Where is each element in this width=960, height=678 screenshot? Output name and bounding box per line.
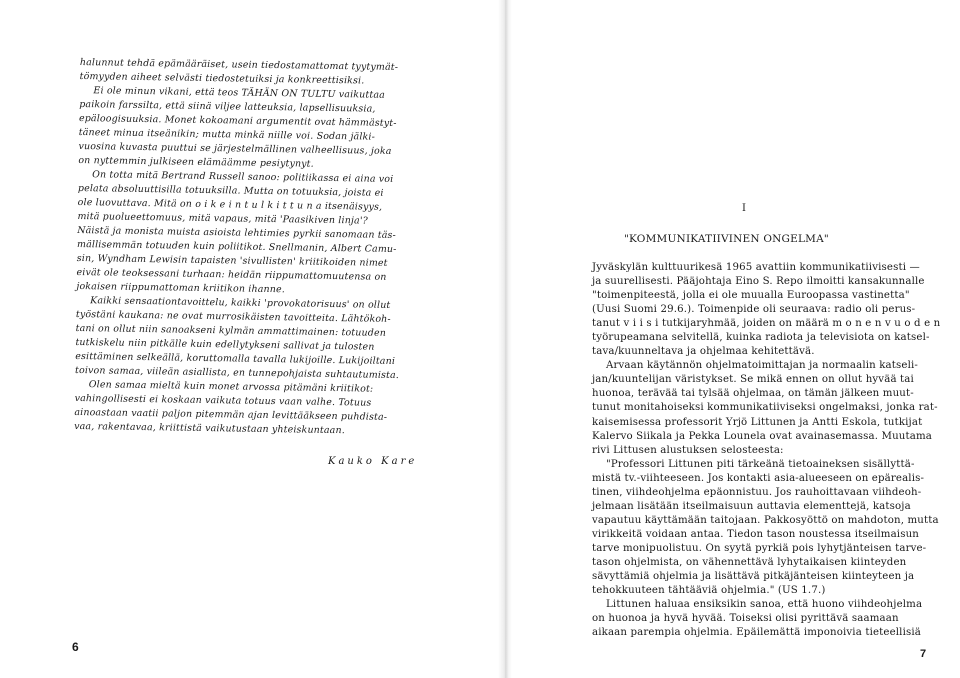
right-page xyxy=(512,0,960,678)
text-line: toivon samaa, viileän asiallista, en tunnepohjaista suhtautumista. xyxy=(74,364,400,382)
text-line: täneet minua itseänikin; mutta minkä niille voi. Sodan jälki- xyxy=(78,126,376,143)
text-line: tutkiskelu niin pitkälle kuin edellytykseni sallivat ja tulosten xyxy=(75,336,375,353)
text-line: tömyyden aiheet selvästi tiedostetuiksi ja konkreettisiksi. xyxy=(79,70,365,87)
text-line: Olen samaa mieltä kuin monet arvossa pitämäni kriitikot: xyxy=(88,379,374,395)
text-line: rivi Littusen alustuksen selosteesta: xyxy=(592,444,784,456)
text-line: Littunen haluaa ensiksikin sanoa, että huono viihdeohjelma xyxy=(606,599,923,611)
text-line: mällisemmän totuuden kuin poliitikot. Snellmanin, Albert Camu- xyxy=(76,238,397,255)
text-line: aikaan parempia ohjelmia. Epäilemättä imponoivia tieteellisiä xyxy=(592,627,921,639)
text-line: jan/kuuntelijan väristykset. Se mikä ennen on ollut hyvää tai xyxy=(592,374,914,386)
text-line: "Professori Littunen piti tärkeänä tietoaineksen sisällyttä- xyxy=(606,458,915,470)
chapter-title: "KOMMUNIKATIIVINEN ONGELMA" xyxy=(624,233,829,245)
text-line: sävyttämiä ohjelmia ja lisättävä pitkäjänteisen kiinteyteen ja xyxy=(592,571,915,583)
text-line: ainoastaan vaatii paljon pitemmän ajan levittääkseen puhdista- xyxy=(74,406,388,423)
text-line: tani on ollut niin sanoakseni kylmän ammattimainen: totuuden xyxy=(75,322,387,339)
text-line: Jyväskylän kulttuurikesä 1965 avattiin kommunikatiivisesti — xyxy=(592,262,920,273)
text-line: työrupeamana selvitellä, kuinka radiota ja televisiota on katsel- xyxy=(592,332,930,344)
text-line: on nyttemmin julkiseen elämäämme pesiytynyt. xyxy=(78,154,314,170)
text-line: huonoa, terävää tai tylsää ohjelmaa, on tämän jälkeen muut- xyxy=(592,388,914,400)
text-line: Arvaan käytännön ohjelmatoimittajan ja normaalin katseli- xyxy=(606,360,918,372)
right-page-text xyxy=(592,261,952,640)
text-line: "toimenpiteestä, jolla ei ole muualla Euroopassa vastinetta" xyxy=(592,290,910,302)
text-line: jelmaan lisätään itseilmaisuun auttavia elementtejä, katsoja xyxy=(592,500,911,512)
text-line: (Uusi Suomi 29.6.). Toimenpide oli seuraava: radio oli perus- xyxy=(592,304,916,316)
text-line: mistä tv.-viihteeseen. Jos kontakti asia-alueeseen on epärealis- xyxy=(592,472,925,484)
text-line: mitä puolueettomuus, mitä vapaus, mitä 'Paasikiven linja'? xyxy=(77,210,368,227)
text-line: vahingollisesti ei koskaan vaikuta totuus vaan valhe. Totuus xyxy=(74,392,372,409)
text-line: vaa, rakentavaa, kriittistä vaikutustaan yhteiskuntaan. xyxy=(74,420,346,437)
text-line: tunut monitahoiseksi kommunikatiiviseksi ongelmaksi, jonka rat- xyxy=(592,402,938,414)
text-line: tanut v i i s i tutkijaryhmää, joiden on määrä m o n e n v u o d e n xyxy=(592,318,941,330)
text-line: virikkeitä voidaan antaa. Tiedon tason noustessa itseilmaisun xyxy=(592,528,920,540)
chapter-number: I xyxy=(742,203,746,214)
text-line: työstäni kaukana: ne ovat murrosikäisten tavoitteita. Lähtökoh- xyxy=(75,308,391,325)
text-line: On totta mitä Bertrand Russell sanoo: politiikassa ei aina voi xyxy=(92,169,394,185)
page-number: 7 xyxy=(920,648,927,660)
text-line: tason ohjelmista, on vähennettävä lyhytaikaisen kiinteyden xyxy=(592,556,907,568)
left-page-text xyxy=(74,56,452,440)
text-line: epäloogisuuksia. Monet kokoamani argumentit ovat hämmästyt- xyxy=(78,112,397,129)
text-line: Kalervo Siikala ja Pekka Lounela ovat avainasemassa. Muutama xyxy=(592,430,932,442)
text-line: eivät ole teoksessani turhaan: heidän riippumattomuutensa on xyxy=(76,266,387,283)
text-line: pelata absoluuttisilla totuuksilla. Mutta on totuuksia, joista ei xyxy=(77,182,384,199)
text-line: jokaisen riippumattoman kriitikon ihanne. xyxy=(76,280,286,296)
text-line: tava/kuunneltava ja ohjelmaa kehitettävä. xyxy=(592,346,815,358)
text-line: tarve monipuolistuu. On syytä pyrkiä pois lyhytjänteisen tarve- xyxy=(592,542,927,554)
text-line: Näistä ja monista muista asioista lehtimies pyrkii sanomaan täs- xyxy=(77,224,397,241)
text-line: tehokkuuteen tähtääviä ohjelmia." (US 1.7.) xyxy=(592,585,826,597)
text-line: ja suurellisesti. Pääjohtaja Eino S. Repo ilmoitti kansakunnalle xyxy=(592,276,925,288)
text-line: Kaikki sensaationtavoittelu, kaikki 'provokatorisuus' on ollut xyxy=(90,295,391,311)
text-line: ole luovuttava. Mitä on o i k e i n t u l k i t t u n a itsenäisyys, xyxy=(77,196,383,213)
author-signature: Kauko Kare xyxy=(328,456,418,467)
page-number: 6 xyxy=(72,640,79,654)
text-line: on huonoa ja hyvä hyvää. Toiseksi olisi pyrittävä saamaan xyxy=(592,613,899,625)
text-line: tinen, viihdeohjelma epäonnistuu. Jos rauhoittavaan viihdeoh- xyxy=(592,486,922,498)
text-line: halunnut tehdä epämääräiset, usein tiedostamattomat tyytymät- xyxy=(79,56,399,73)
text-line: sin, Wyndham Lewisin tapaisten 'sivullisten' kriitikoiden nimet xyxy=(76,252,388,269)
text-line: vuosina kuvasta puuttui se järjestelmällinen valheellisuus, joka xyxy=(78,140,392,157)
text-line: kaisemisessa professorit Yrjö Littunen ja Antti Eskola, tutkijat xyxy=(592,416,923,428)
text-line: esittäminen selkeällä, koruttomalla tavalla lukijoille. Lukijoiltani xyxy=(75,350,396,367)
text-line: Ei ole minun vikani, että teos TÄHÄN ON TULTU vaikuttaa xyxy=(93,85,386,101)
book-fold xyxy=(498,0,512,678)
text-line: vapautuu käyttämään taitojaan. Pakkosyöttö on mahdoton, mutta xyxy=(592,514,939,526)
text-line: paikoin farssilta, että siinä viljee latteuksia, lapsellisuuksia, xyxy=(79,98,376,115)
